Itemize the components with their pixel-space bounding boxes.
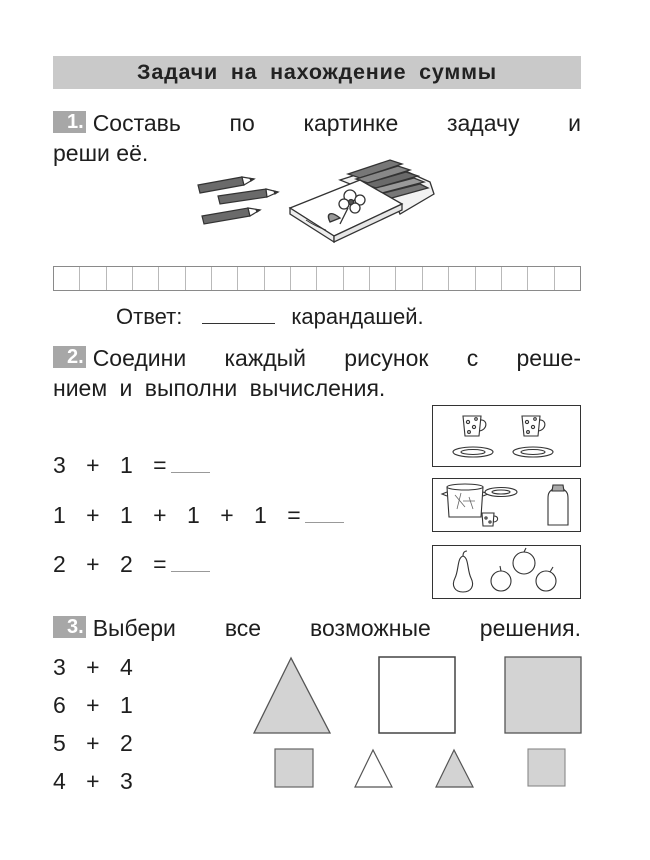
page-title: Задачи на нахождение суммы [137,60,497,84]
grid-cell[interactable] [370,267,396,290]
grid-cell[interactable] [502,267,528,290]
grid-cell[interactable] [54,267,80,290]
sum-options-list [53,648,133,800]
expression-row [53,450,210,480]
grid-cell[interactable] [449,267,475,290]
task-1-answer [116,302,424,332]
plate-icon [485,488,517,497]
answer-blank[interactable] [202,305,275,324]
apple-icon [491,566,511,591]
task-3-text: Выбери все возможные решения. [92,615,581,641]
pencil-box-icon [290,160,434,242]
picture-box-fruits[interactable] [432,545,581,599]
task-number-badge: 1. [53,111,86,133]
expression-text: 3 + 1 = [53,452,167,478]
expression-text: 1 + 1 + 1 + 1 = [53,502,301,528]
grid-cell[interactable] [265,267,291,290]
grid-cell[interactable] [396,267,422,290]
task-1-line-2: реши её. [53,140,149,166]
sum-option[interactable]: 6 + 1 [53,692,133,718]
pot-icon [442,484,488,517]
task-2-text: Соедини каждый рисунок с реше- [92,345,581,371]
grid-cell[interactable] [212,267,238,290]
apple-icon [536,567,556,591]
expression-row [53,549,210,579]
task-1-line-1 [53,108,581,138]
grid-cell[interactable] [291,267,317,290]
task-number-badge: 3. [53,616,86,638]
picture-box-kitchenware[interactable] [432,478,581,532]
shapes-panel [240,645,590,805]
large-white-square-shape[interactable] [379,657,455,733]
sum-option[interactable]: 3 + 4 [53,654,133,680]
grid-cell[interactable] [80,267,106,290]
picture-box-cups-saucers[interactable] [432,405,581,467]
answer-unit: карандашей. [291,304,424,329]
task-2-line-1 [53,343,581,373]
cup-icon [463,416,486,436]
expression-answer-blank[interactable] [171,553,210,572]
grid-cell[interactable] [555,267,580,290]
grid-cell[interactable] [186,267,212,290]
sum-option[interactable]: 4 + 3 [53,768,133,794]
saucer-icon [453,447,493,457]
large-gray-square-shape[interactable] [505,657,581,733]
pencil-icon [198,177,254,193]
small-gray-square-shape[interactable] [275,749,313,787]
task-2-line-2: нием и выполни вычисления. [53,375,386,401]
section-header [53,56,581,89]
grid-cell[interactable] [528,267,554,290]
task-3-line-1 [53,613,581,643]
grid-cell[interactable] [476,267,502,290]
grid-cell[interactable] [344,267,370,290]
task-3 [53,613,581,643]
grid-cell[interactable] [238,267,264,290]
grid-cell[interactable] [317,267,343,290]
sum-option[interactable]: 5 + 2 [53,730,133,756]
cup-icon [482,513,498,526]
grid-cell[interactable] [133,267,159,290]
grid-cell[interactable] [159,267,185,290]
answer-grid[interactable] [53,266,581,291]
answer-label: Ответ: [116,304,183,329]
grid-cell[interactable] [107,267,133,290]
expression-row [53,500,344,530]
pencil-icon [202,208,260,224]
task-number-badge: 2. [53,346,86,368]
large-gray-triangle-shape[interactable] [254,658,330,733]
saucer-icon [513,447,553,457]
task-1-text: Составь по картинке задачу и [92,110,581,136]
pencils-illustration [190,152,440,248]
milk-bottle-icon [548,485,568,525]
small-white-triangle-shape[interactable] [355,750,392,787]
apple-icon [513,548,535,574]
small-gray-square-shape[interactable] [528,749,565,786]
expression-answer-blank[interactable] [305,504,344,523]
expression-text: 2 + 2 = [53,551,167,577]
task-2 [53,343,581,403]
pear-icon [453,551,472,592]
pencil-icon [218,189,278,204]
grid-cell[interactable] [423,267,449,290]
expression-answer-blank[interactable] [171,454,210,473]
small-gray-triangle-shape[interactable] [436,750,473,787]
cup-icon [522,416,545,436]
